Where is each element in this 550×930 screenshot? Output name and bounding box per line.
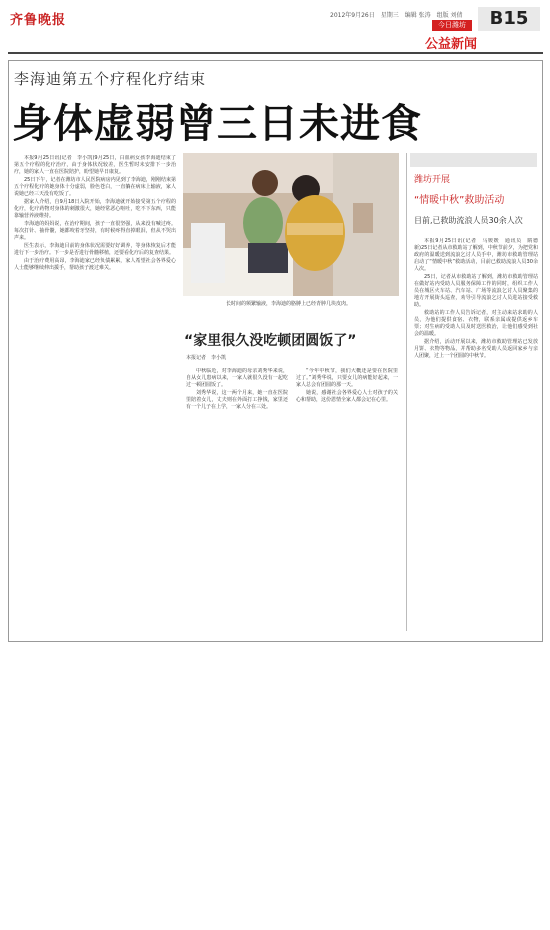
dateline: 2012年9月26日 星期三 编辑 张涛 组版 刘倩 — [330, 12, 463, 19]
article-body-column — [14, 155, 176, 631]
story-body-column — [296, 368, 398, 630]
paragraph: 据家人介绍，自9月18日入院开始，李海迪就开始接受第五个疗程的化疗，化疗药物对身体的刺激很大，她经常恶心呕吐，吃不下东西，只能靠输营养液维持。 — [14, 199, 176, 219]
masthead-rule — [8, 52, 543, 54]
story-subhead: “家里很久没吃顿团圆饭了” — [184, 333, 357, 349]
sidebar-deck: 目前,已救助流浪人员30余人次 — [414, 216, 523, 225]
section-name: 公益新闻 — [425, 37, 478, 52]
sidebar-body-column — [414, 238, 538, 630]
paragraph: 救助站的工作人员告诉记者，对主动来站求助的人员，为他们提供食宿、衣物，联系亲属或提供返乡车票；对生病的受助人员及时送医救治，让他们感受到社会的温暖。 — [414, 310, 538, 337]
paragraph: 据介绍，活动开展以来，潍坊市救助管理站已发放月饼、衣物等物品，并帮助多名受助人员返回家乡与亲人团聚，过上一个团圆的中秋节。 — [414, 339, 538, 359]
paragraph: 本报9月25日讯(记者 李小凯)9月25日，白血病女孩李海迪结束了第五个疗程的化疗治疗，由于身体状况较差，医生暂时未安排下一步治疗，她的家人一直在医院陪护，盼望她早日康复。 — [14, 155, 176, 175]
paragraph: 李海迪的妈妈说，在治疗期间，孩子一直很坚强，从来没有喊过疼。每次打针、抽骨髓，她都咬着牙坚持，有时候疼得直掉眼泪，但从不哭出声来。 — [14, 221, 176, 241]
sidebar-title: 潍坊开展 — [414, 175, 451, 185]
story-body-column — [186, 368, 288, 630]
sidebar-headline: “情暖中秋”救助活动 — [414, 195, 505, 206]
column-divider — [406, 153, 407, 631]
story-byline: 本报记者 李小凯 — [186, 355, 227, 361]
paragraph: 刘秀华说，这一两个月来，她一直在医院里陪着女儿，丈夫则在外面打工挣钱，家里还有一个儿子在上学，一家人分在三处。 — [186, 390, 288, 410]
article-kicker: 李海迪第五个疗程化疗结束 — [14, 70, 207, 88]
sidebar-header-bar — [410, 153, 537, 167]
paragraph: 本报9月25日讯(记者 马媛媛 通讯员 隋德新)25日记者从市救助站了解到，中秋节前夕，为把党和政府的温暖送到流浪乞讨人员手中，潍坊市救助管理站启动了“情暖中秋”救助活动，目前已救助流浪人员30余人次。 — [414, 238, 538, 272]
news-photo — [183, 153, 399, 296]
paragraph: 中秋临近，对李海迪的母亲刘秀华来说，自从女儿患病以来，一家人就很久没有一起吃过一顿团圆饭了。 — [186, 368, 288, 388]
photo-caption: 长时间的频繁输液，李海迪的胳膊上已经青肿几块皮肉。 — [226, 301, 352, 307]
paragraph: 25日下午，记者在潍坊市人民医院病房内见到了李海迪，刚刚结束第五个疗程化疗的她身体十分虚弱，脸色苍白，一直躺在病床上输液，家人说她已经三天没有吃饭了。 — [14, 177, 176, 197]
paragraph: 25日，记者从市救助站了解到，潍坊市救助管理站在做好站内受助人员服务保障工作的同时，组织工作人员在城区火车站、汽车站、广场等流浪乞讨人员聚集的地方开展街头巡查，劝导引导流浪乞讨人员进站接受救助。 — [414, 274, 538, 308]
article-headline: 身体虚弱曾三日未进食 — [12, 100, 422, 147]
page-number: B15 — [478, 7, 540, 31]
section-tag: 今日潍坊 — [432, 20, 472, 31]
paragraph: “今年中秋节，我们大概还是要在医院里过了。”刘秀华说，只要女儿的病能好起来，一家人总会有团圆的那一天。 — [296, 368, 398, 388]
newspaper-logo: 齐鲁晚报 — [10, 13, 67, 28]
paragraph: 医生表示，李海迪目前的身体状况需要好好调养，等身体恢复后才能进行下一步治疗。下一步是否进行骨髓移植，还要看化疗后的复查结果。 — [14, 243, 176, 256]
paragraph: 由于治疗费用高昂，李海迪家已经负债累累，家人希望社会各界爱心人士能够继续伸出援手，帮助孩子渡过难关。 — [14, 258, 176, 271]
paragraph: 她说，感谢社会各界爱心人士对孩子的关心和帮助，这份恩情全家人都会记在心里。 — [296, 390, 398, 403]
